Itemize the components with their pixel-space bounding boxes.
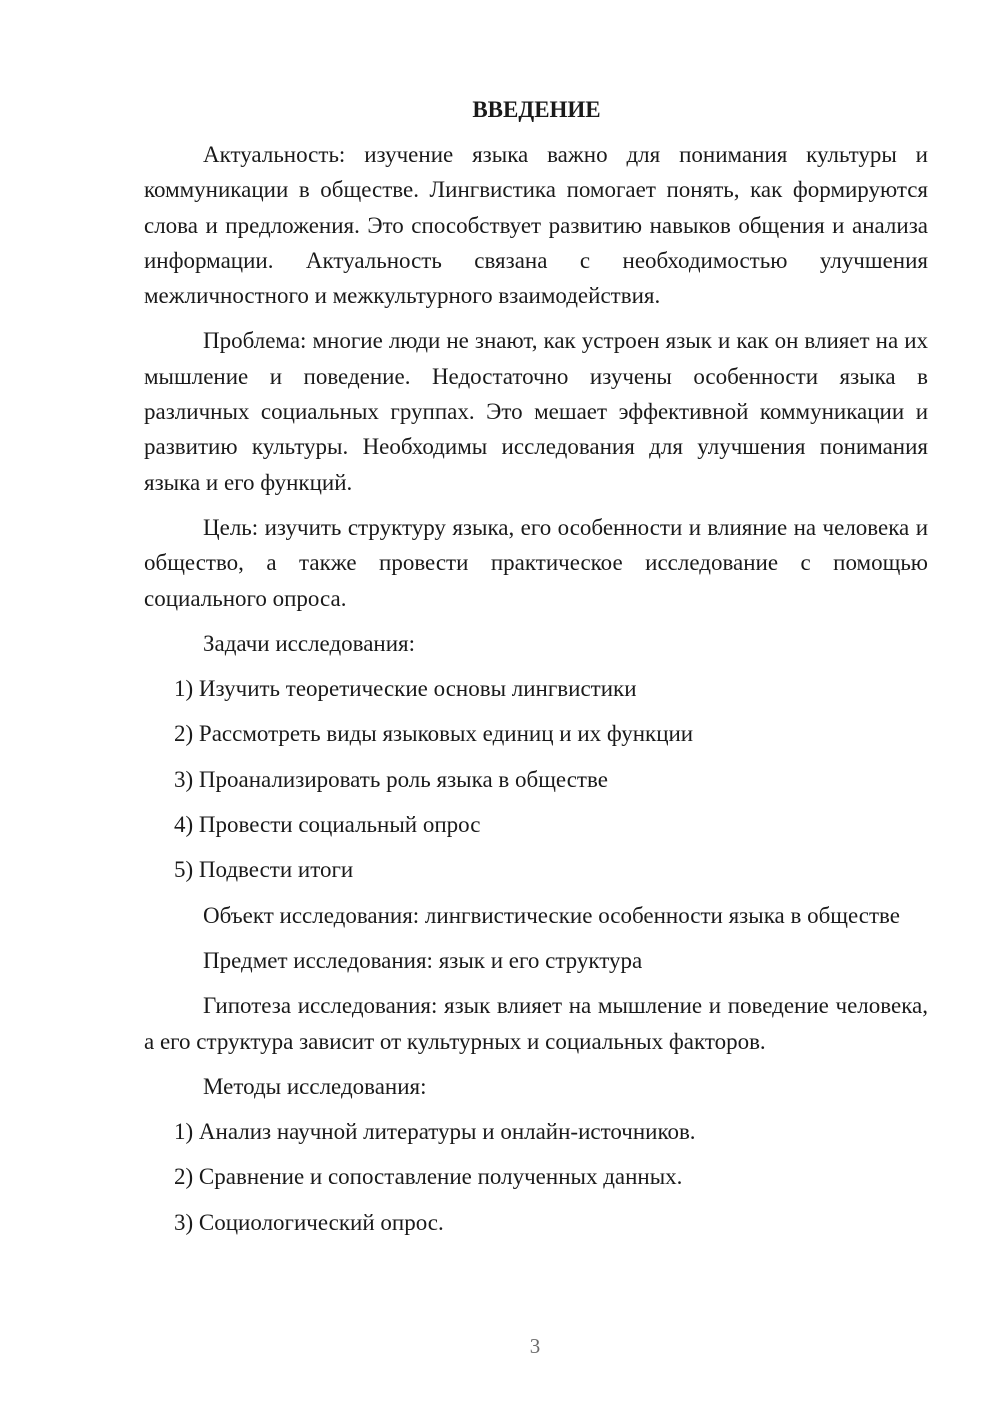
problem-paragraph: Проблема: многие люди не знают, как устроен язык и как он влияет на их мышление и поведение. Недостаточно изучены особенности языка в различных социальных группах. Это мешает эффективной коммуникации и развитию культуры. Необходимы исследования для улучшения понимания языка и его функций. — [144, 328, 928, 495]
task-item: 1) Изучить теоретические основы лингвистики — [174, 676, 637, 702]
object-paragraph: Объект исследования: лингвистические особенности языка в обществе — [203, 902, 900, 928]
method-item: 2) Сравнение и сопоставление полученных данных. — [174, 1164, 683, 1190]
methods-list — [144, 1114, 928, 1240]
document-body — [144, 92, 928, 1250]
task-item: 5) Подвести итоги — [174, 857, 354, 883]
section-title: ВВЕДЕНИЕ — [472, 97, 601, 122]
tasks-list — [144, 671, 928, 887]
task-item: 3) Проанализировать роль языка в обществе — [174, 766, 608, 792]
task-item: 4) Провести социальный опрос — [174, 812, 481, 838]
methods-label: Методы исследования: — [203, 1073, 427, 1099]
method-item: 3) Социологический опрос. — [174, 1209, 444, 1235]
goal-paragraph: Цель: изучить структуру языка, его особенности и влияние на человека и общество, а также провести практическое исследование с помощью социального опроса. — [144, 514, 928, 611]
relevance-paragraph: Актуальность: изучение языка важно для понимания культуры и коммуникации в обществе. Лингвистика помогает понять, как формируются слова и предложения. Это способствует развитию навыков общения и анализа информации. Актуальность связана с необходимостью улучшения межличностного и межкультурного взаимодействия. — [144, 142, 928, 309]
tasks-label: Задачи исследования: — [203, 630, 416, 656]
subject-paragraph: Предмет исследования: язык и его структура — [203, 947, 643, 973]
method-item: 1) Анализ научной литературы и онлайн-источников. — [174, 1119, 696, 1145]
hypothesis-paragraph: Гипотеза исследования: язык влияет на мышление и поведение человека, а его структура зависит от культурных и социальных факторов. — [144, 993, 928, 1054]
page-number: 3 — [529, 1334, 541, 1358]
task-item: 2) Рассмотреть виды языковых единиц и их функции — [174, 721, 694, 747]
